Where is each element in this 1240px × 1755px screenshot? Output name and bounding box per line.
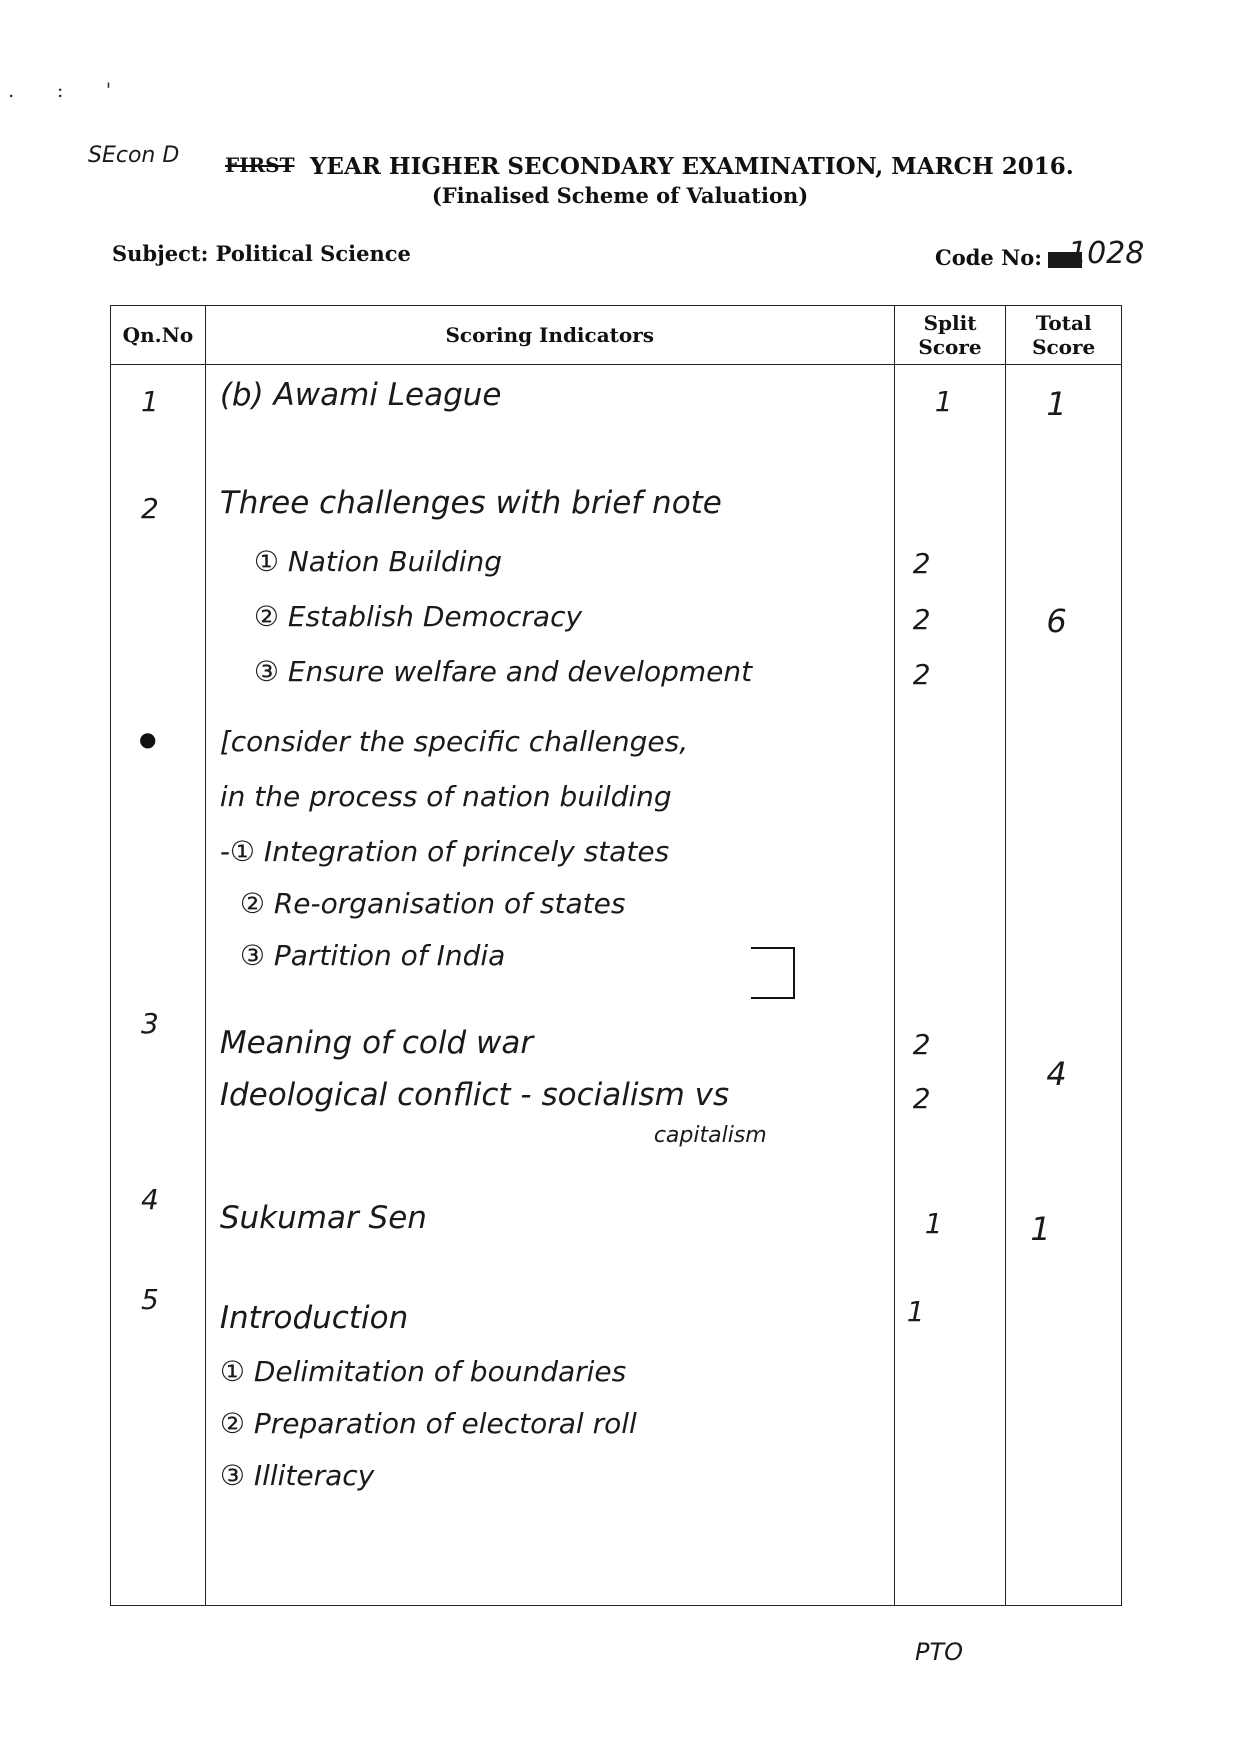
q5-indicator: Introduction — [219, 1300, 409, 1336]
q1-indicator: (b) Awami League — [219, 377, 502, 413]
q4-total: 1 — [1030, 1210, 1051, 1248]
q4-split: 1 — [924, 1207, 943, 1240]
q2-total: 6 — [1046, 602, 1067, 640]
qn-5: 5 — [141, 1283, 159, 1316]
indicators-column — [205, 365, 894, 1606]
q2-split-2: 2 — [912, 603, 931, 636]
table-header-row — [111, 306, 1122, 365]
q1-total: 1 — [1046, 385, 1067, 423]
qn-4: 4 — [141, 1183, 159, 1216]
qn-column — [111, 365, 206, 1606]
q2-alt-item-3: ③ Partition of India — [239, 939, 506, 972]
q3-split-1: 2 — [912, 1028, 931, 1061]
total-column — [1006, 365, 1122, 1606]
split-column — [894, 365, 1006, 1606]
header-indicators: Scoring Indicators — [205, 306, 894, 365]
handwritten-prefix: SEcon D — [88, 143, 180, 168]
struck-word: FIRST — [225, 153, 295, 177]
q2-alt-line-2: in the process of nation building — [219, 780, 672, 813]
q3-total: 4 — [1046, 1055, 1067, 1093]
q2-alt-line-1: [consider the specific challenges, — [219, 725, 689, 758]
q2-alt-item-1: -① Integration of princely states — [219, 835, 670, 868]
code-label-text: Code No: — [935, 245, 1043, 270]
q2-split-1: 2 — [912, 547, 931, 580]
subject-label: Subject: Political Science — [112, 241, 411, 266]
q2-item-2: ② Establish Democracy — [253, 600, 583, 633]
exam-title: YEAR HIGHER SECONDARY EXAMINATION, MARCH 2016. — [310, 153, 1074, 180]
header-split: Split Score — [894, 306, 1006, 365]
table-body-row — [111, 365, 1122, 1606]
q1-split: 1 — [934, 385, 953, 418]
q2-split-3: 2 — [912, 658, 931, 691]
q5-item-3: ③ Illiteracy — [219, 1459, 375, 1492]
q5-split: 1 — [906, 1295, 925, 1328]
scoring-table — [110, 305, 1122, 1606]
q2-indicator: Three challenges with brief note — [219, 485, 722, 521]
qn-2: 2 — [141, 492, 159, 525]
q2-item-3: ③ Ensure welfare and development — [253, 655, 753, 688]
q5-item-1: ① Delimitation of boundaries — [219, 1355, 627, 1388]
q2-alt-item-2: ② Re-organisation of states — [239, 887, 626, 920]
q3-line-2: Ideological conflict - socialism vs — [219, 1077, 730, 1113]
qn-3: 3 — [141, 1007, 159, 1040]
pto-note: PTO — [915, 1638, 964, 1666]
q2-item-1: ① Nation Building — [253, 545, 503, 578]
bullet-mark: ● — [139, 727, 157, 751]
exam-subtitle: (Finalised Scheme of Valuation) — [431, 183, 809, 208]
q3-line-3: capitalism — [653, 1123, 767, 1148]
q4-indicator: Sukumar Sen — [219, 1200, 427, 1236]
q3-line-1: Meaning of cold war — [219, 1025, 534, 1061]
code-label — [935, 245, 1088, 270]
header-qn: Qn.No — [111, 306, 206, 365]
qn-1: 1 — [141, 385, 159, 418]
q5-item-2: ② Preparation of electoral roll — [219, 1407, 637, 1440]
header-total: Total Score — [1006, 306, 1122, 365]
scan-specks: . : ' — [8, 78, 130, 102]
q3-split-2: 2 — [912, 1082, 931, 1115]
code-number: 1028 — [1068, 236, 1145, 271]
closing-bracket — [751, 947, 795, 999]
